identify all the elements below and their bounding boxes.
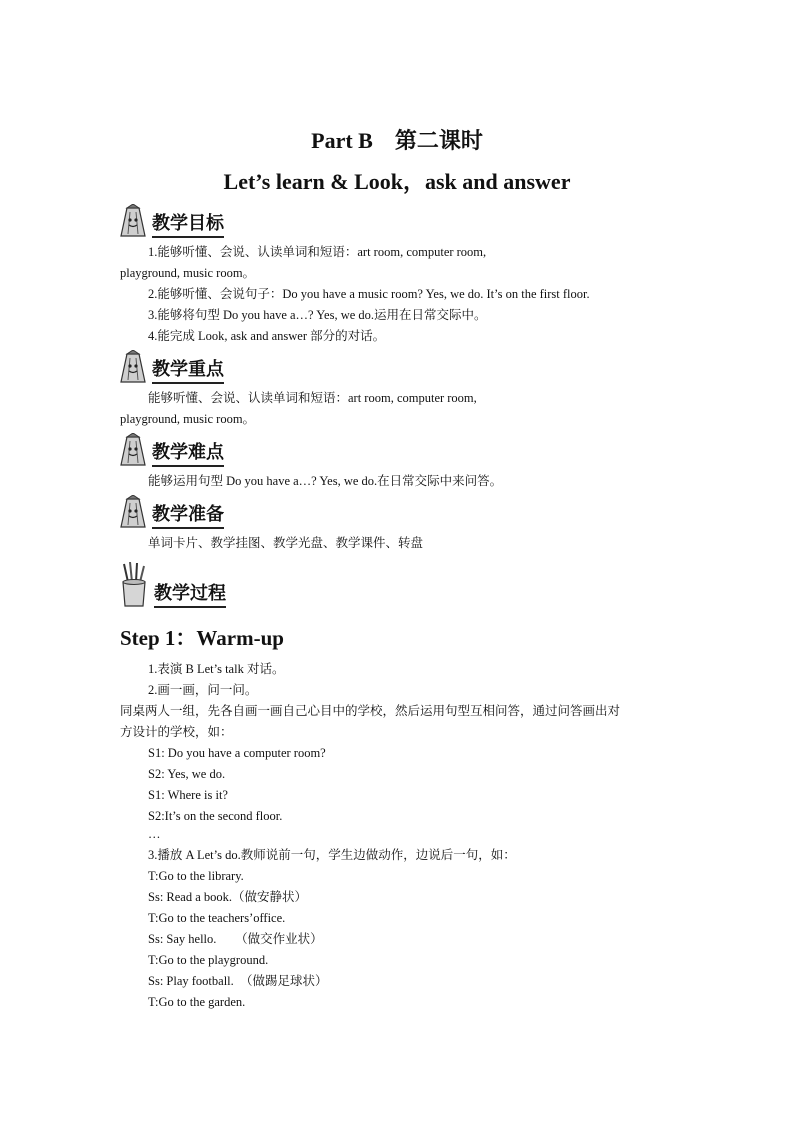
step-line: … xyxy=(148,827,161,841)
difficulty-line: 能够运用句型 Do you have a…? Yes, we do.在日常交际中来问答。 xyxy=(148,474,503,488)
page-title: Part B 第二课时 xyxy=(311,128,483,153)
step-line: S2: Yes, we do. xyxy=(148,767,226,781)
section-heading-objectives xyxy=(118,204,224,238)
page-subtitle: Let’s learn & Look，ask and answer xyxy=(223,169,571,194)
step-line: T:Go to the teachers’office. xyxy=(148,911,286,925)
step-line: 方设计的学校，如： xyxy=(120,725,233,739)
objective-line: 2.能够听懂、会说句子：Do you have a music room? Yes, we do. It’s on the first floor. xyxy=(148,287,590,301)
section-heading-text: 教学准备 xyxy=(152,504,224,529)
key-point-line: playground, music room。 xyxy=(120,412,256,426)
step-line: 同桌两人一组，先各自画一画自己心目中的学校，然后运用句型互相问答，通过问答画出对 xyxy=(120,704,621,718)
step-line: 3.播放 A Let’s do.教师说前一句，学生边做动作，边说后一句，如： xyxy=(148,848,516,862)
objective-line: 3.能够将句型 Do you have a…? Yes, we do.运用在日常交际中。 xyxy=(148,308,487,322)
pencil-icon xyxy=(118,433,150,467)
section-heading-text: 教学重点 xyxy=(152,359,224,384)
objective-line: 4.能完成 Look, ask and answer 部分的对话。 xyxy=(148,329,386,343)
section-heading-difficulties xyxy=(118,433,224,467)
step-line: 2.画一画，问一问。 xyxy=(148,683,258,697)
section-heading-key-points xyxy=(118,350,224,384)
objective-line: 1.能够听懂、会说、认读单词和短语：art room, computer room, xyxy=(148,245,487,259)
pencil-icon xyxy=(118,350,150,384)
step-line: S1: Do you have a computer room? xyxy=(148,746,326,760)
step-line: T:Go to the garden. xyxy=(148,995,246,1009)
preparation-line: 单词卡片、教学挂图、教学光盘、教学课件、转盘 xyxy=(148,536,424,550)
step-line: T:Go to the library. xyxy=(148,869,244,883)
step-line: T:Go to the playground. xyxy=(148,953,269,967)
section-heading-process xyxy=(118,562,226,608)
pencil-icon xyxy=(118,495,150,529)
step-line: S2:It’s on the second floor. xyxy=(148,809,283,823)
section-heading-text: 教学过程 xyxy=(154,583,226,608)
section-heading-text: 教学目标 xyxy=(152,213,224,238)
section-heading-text: 教学难点 xyxy=(152,442,224,467)
key-point-line: 能够听懂、会说、认读单词和短语：art room, computer room, xyxy=(148,391,477,405)
step-line: 1.表演 B Let’s talk 对话。 xyxy=(148,662,285,676)
step-line: Ss: Say hello. （做交作业状） xyxy=(148,932,323,946)
objective-line: playground, music room。 xyxy=(120,266,256,280)
step-line: S1: Where is it? xyxy=(148,788,228,802)
step-line: Ss: Play football. （做踢足球状） xyxy=(148,974,328,988)
step-title: Step 1：Warm-up xyxy=(120,626,284,650)
pencil-cup-icon xyxy=(118,562,150,608)
pencil-icon xyxy=(118,204,150,238)
step-line: Ss: Read a book.（做安静状） xyxy=(148,890,308,904)
section-heading-preparation xyxy=(118,495,224,529)
